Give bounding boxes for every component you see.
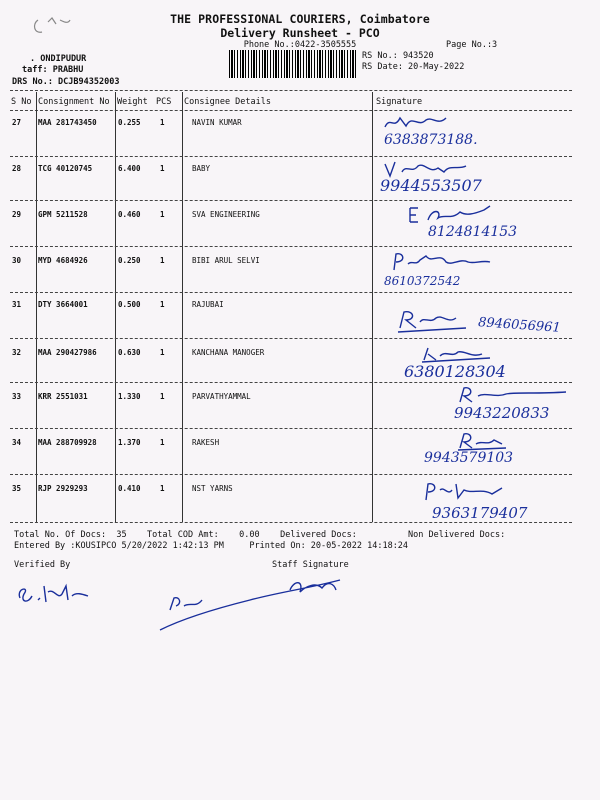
area-name: . ONDIPUDUR <box>30 54 87 64</box>
row-rule <box>10 200 572 201</box>
row-consignee: SVA ENGINEERING <box>192 210 260 219</box>
row-consignee: RAJUBAI <box>192 300 224 309</box>
row-weight: 1.370 <box>118 438 141 447</box>
sheet-title: Delivery Runsheet - PCO <box>220 26 380 40</box>
row-weight: 0.250 <box>118 256 141 265</box>
signature-mark <box>422 480 532 504</box>
signature-mark <box>380 112 460 134</box>
signature-mark <box>456 386 576 406</box>
row-consignment: RJP 2929293 <box>38 484 88 493</box>
page-number: Page No.:3 <box>446 40 498 50</box>
row-pcs: 1 <box>160 392 165 401</box>
signature-phone: 8124814153 <box>428 224 518 240</box>
row-consignee: BIBI ARUL SELVI <box>192 256 260 265</box>
row-weight: 0.255 <box>118 118 141 127</box>
signature-phone: 6383873188. <box>384 132 478 148</box>
row-weight: 0.630 <box>118 348 141 357</box>
signature-mark <box>390 250 500 274</box>
row-sno: 28 <box>12 164 22 173</box>
signature-phone: 9363179407 <box>432 504 528 522</box>
rs-date: RS Date: 20-May-2022 <box>362 62 465 72</box>
row-rule <box>10 338 572 339</box>
phone-number: Phone No.:0422-3505555 <box>243 40 357 50</box>
row-consignment: MAA 288709928 <box>38 438 97 447</box>
staff-name: taff: PRABHU <box>22 65 84 75</box>
row-sno: 33 <box>12 392 22 401</box>
row-consignee: NST YARNS <box>192 484 233 493</box>
company-name: THE PROFESSIONAL COURIERS, Coimbatore <box>170 12 430 26</box>
row-consignee: KANCHANA MANOGER <box>192 348 265 357</box>
rs-number: RS No.: 943520 <box>362 51 434 61</box>
row-consignee: NAVIN KUMAR <box>192 118 242 127</box>
row-rule <box>10 246 572 247</box>
signature-mark <box>396 308 476 334</box>
row-pcs: 1 <box>160 210 165 219</box>
row-pcs: 1 <box>160 348 165 357</box>
drs-number: DRS No.: DCJB94352003 <box>12 77 120 87</box>
row-sno: 31 <box>12 300 22 309</box>
entered-by-line: Entered By :KOUSIPCO 5/20/2022 1:42:13 PM Printed On: 20-05-2022 14:18:24 <box>14 541 409 551</box>
row-consignment: TCG 40120745 <box>38 164 93 173</box>
row-consignment: GPM 5211528 <box>38 210 88 219</box>
row-pcs: 1 <box>160 438 165 447</box>
row-weight: 0.460 <box>118 210 141 219</box>
header-bottom-rule <box>10 110 572 111</box>
staff-signature <box>150 570 350 640</box>
row-consignment: MYD 4684926 <box>38 256 88 265</box>
col-consignee-header: Consignee Details <box>184 97 271 107</box>
row-sno: 32 <box>12 348 22 357</box>
row-consignee: BABY <box>192 164 211 173</box>
row-rule <box>10 428 572 429</box>
signature-mark <box>456 432 516 452</box>
row-weight: 0.500 <box>118 300 141 309</box>
totals-line: Total No. Of Docs: 35 Total COD Amt: 0.00 Delivered Docs: Non Delivered Docs: <box>14 530 506 540</box>
row-consignment: MAA 290427986 <box>38 348 97 357</box>
signature-phone: 8946056961 <box>477 315 562 336</box>
verified-by-signature <box>14 580 94 610</box>
col-pcs-header: PCS <box>156 97 172 107</box>
col-signature-header: Signature <box>376 97 423 107</box>
col-weight-header: Weight <box>117 97 148 107</box>
row-consignee: PARVATHYAMMAL <box>192 392 251 401</box>
row-sno: 34 <box>12 438 22 447</box>
row-consignment: DTY 3664001 <box>38 300 88 309</box>
row-rule <box>10 382 572 383</box>
signature-phone: 9943220833 <box>454 404 550 422</box>
row-consignment: MAA 281743450 <box>38 118 97 127</box>
row-weight: 6.400 <box>118 164 141 173</box>
signature-phone: 9944553507 <box>380 176 482 195</box>
row-pcs: 1 <box>160 118 165 127</box>
col-consignment-header: Consignment No <box>38 97 110 107</box>
signature-phone: 8610372542 <box>384 274 461 288</box>
row-consignment: KRR 2551031 <box>38 392 88 401</box>
barcode <box>229 50 357 78</box>
row-rule <box>10 156 572 157</box>
row-rule <box>10 474 572 475</box>
staff-signature-label: Staff Signature <box>272 560 349 570</box>
row-pcs: 1 <box>160 164 165 173</box>
row-weight: 0.410 <box>118 484 141 493</box>
row-pcs: 1 <box>160 300 165 309</box>
row-sno: 35 <box>12 484 22 493</box>
row-sno: 27 <box>12 118 22 127</box>
signature-phone: 6380128304 <box>404 362 506 381</box>
signature-mark <box>420 344 500 364</box>
row-rule <box>10 522 572 523</box>
row-consignee: RAKESH <box>192 438 220 447</box>
header-top-rule <box>10 90 572 91</box>
signature-phone: 9943579103 <box>424 450 514 466</box>
row-sno: 30 <box>12 256 22 265</box>
row-weight: 1.330 <box>118 392 141 401</box>
row-sno: 29 <box>12 210 22 219</box>
col-sno-header: S No <box>11 97 32 107</box>
row-pcs: 1 <box>160 484 165 493</box>
row-pcs: 1 <box>160 256 165 265</box>
verified-by-label: Verified By <box>14 560 71 570</box>
row-rule <box>10 292 572 293</box>
